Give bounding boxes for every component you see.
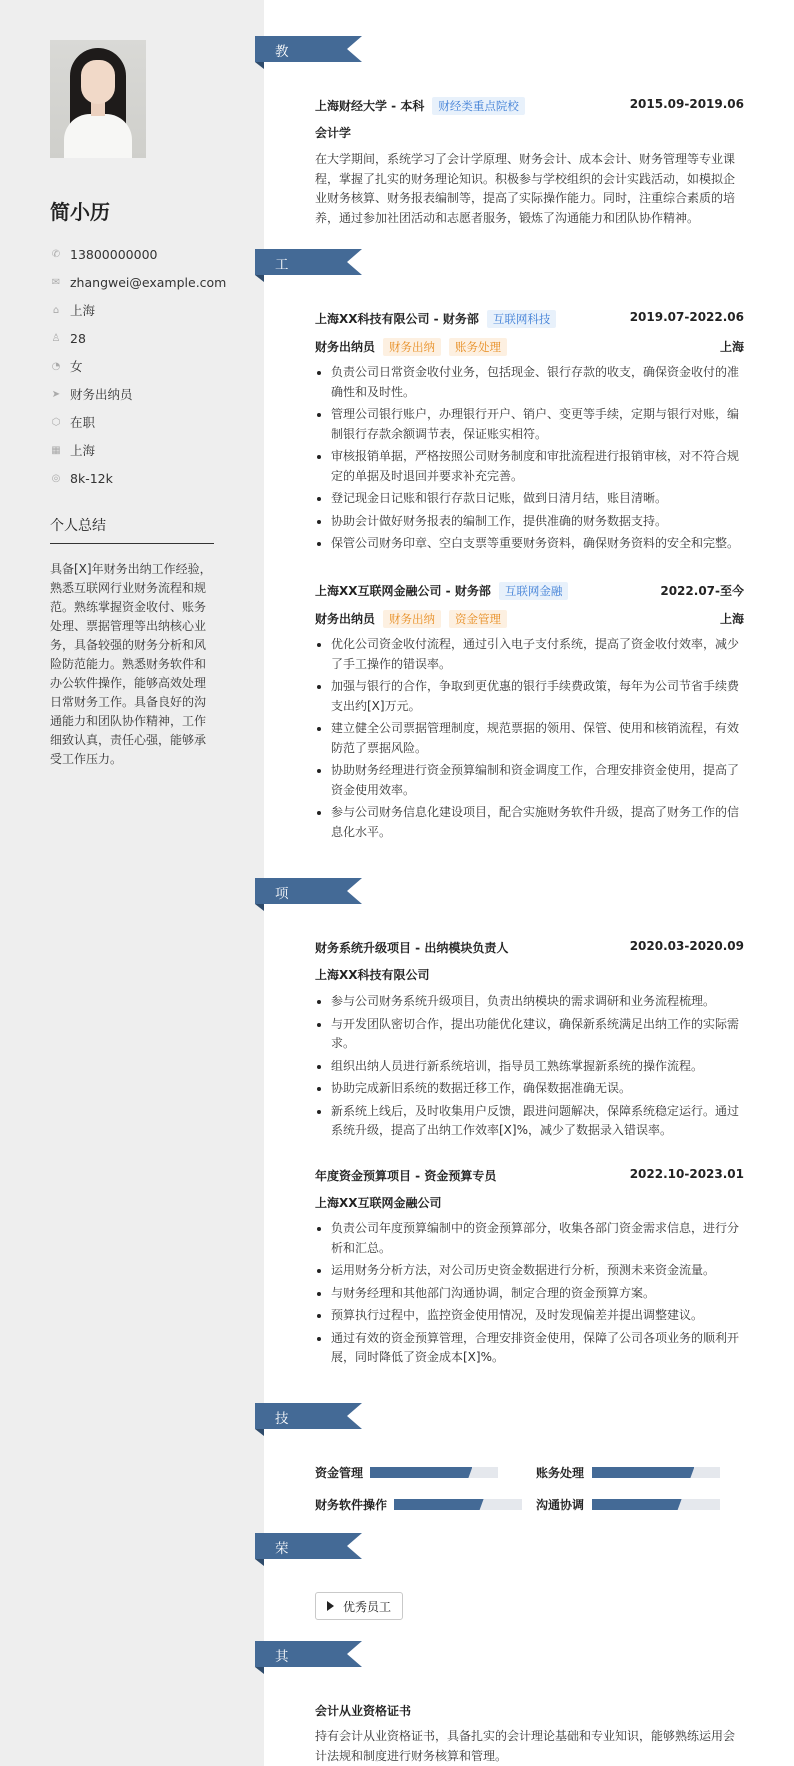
info-row-phone: ✆ 13800000000 [51,246,158,262]
skill-bar-fill [394,1499,484,1510]
salary-icon: ◎ [51,472,61,484]
info-row-status: ⬡ 在职 [51,415,96,430]
skill-label: 财务软件操作 [315,1498,388,1512]
project-date: 2022.10-2023.01 [629,1167,744,1181]
play-icon [327,1601,334,1611]
award-badge[interactable] [315,1592,403,1620]
list-item: 建立健全公司票据管理制度，规范票据的领用、保管、使用和核销流程，有效防范了票据风险。 [315,719,745,758]
education-school: 上海财经大学 - 本科 财经类重点院校 [315,97,525,115]
list-item: 组织出纳人员进行新系统培训，指导员工熟练掌握新系统的操作流程。 [315,1057,745,1077]
skill-bar [370,1467,498,1478]
list-item: 与开发团队密切合作，提出功能优化建议，确保新系统满足出纳工作的实际需求。 [315,1015,745,1054]
list-item: 运用财务分析方法，对公司历史资金数据进行分析，预测未来资金流量。 [315,1261,745,1281]
section-title: 技能专长 [275,1411,289,1487]
certificate-description: 持有会计从业资格证书，具备扎实的会计理论基础和专业知识，能够熟练运用会计法规和制度进行财务核算和管理。 [315,1729,736,1763]
work-duties [315,635,745,845]
sidebar [0,0,264,1766]
section-title: 项目经历 [275,886,289,962]
skill-label: 沟通协调 [536,1498,585,1512]
phone-icon: ✆ [51,248,61,260]
list-item: 加强与银行的合作，争取到更优惠的银行手续费政策，每年为公司节省手续费支出约[X]万元。 [315,677,745,716]
gender-icon: ◔ [51,360,61,372]
list-item: 参与公司财务信息化建设项目，配合实施财务软件升级，提高了财务工作的信息化水平。 [315,803,745,842]
project-date: 2020.03-2020.09 [629,939,744,953]
skill-bar [592,1499,720,1510]
work-skill-tag: 资金管理 [449,610,507,628]
list-item: 协助完成新旧系统的数据迁移工作，确保数据准确无误。 [315,1079,745,1099]
job-intent-icon: ➤ [51,388,61,400]
certificate-title: 会计从业资格证书 [315,1704,412,1718]
education-description: 在大学期间，系统学习了会计学原理、财务会计、成本会计、财务管理等专业课程，掌握了扎实的财务理论知识。积极参与学校组织的会计实践活动，如模拟企业财务核算、财务报表编制等，提高了实际操作能力。同时，注重综合素质的培养，通过参加社团活动和志愿者服务，锻炼了沟通能力和团队协作精神。 [315,152,736,225]
work-skill-tag: 财务出纳 [383,338,441,356]
info-row-email: ✉ zhangwei@example.com [51,274,227,290]
info-row-gender: ◔ 女 [51,359,83,374]
list-item: 优化公司资金收付流程，通过引入电子支付系统，提高了资金收付效率，减少了手工操作的错误率。 [315,635,745,674]
info-row-salary: ◎ 8k-12k [51,470,113,486]
list-item: 预算执行过程中，监控资金使用情况，及时发现偏差并提出调整建议。 [315,1306,745,1326]
education-major: 会计学 [315,126,352,140]
home-icon: ⌂ [52,304,60,316]
city-icon: ▦ [51,444,61,456]
education-tag: 财经类重点院校 [432,97,525,115]
work-industry-tag: 互联网金融 [499,582,569,600]
work-skill-tag: 财务出纳 [383,610,441,628]
list-item: 通过有效的资金预算管理，合理安排资金使用，保障了公司各项业务的顺利开展，同时降低了资金成本[X]%。 [315,1329,745,1368]
section-title: 其他信息 [275,1649,289,1725]
list-item: 协助会计做好财务报表的编制工作，提供准确的财务数据支持。 [315,512,745,532]
work-city: 上海 [719,340,744,354]
email-icon: ✉ [51,276,61,288]
info-row-city: ▦ 上海 [51,443,96,458]
skill-label: 资金管理 [315,1466,364,1480]
skill-label: 账务处理 [536,1466,585,1480]
project-company: 上海XX科技有限公司 [315,968,430,982]
education-date: 2015.09-2019.06 [629,97,744,111]
list-item: 管理公司银行账户，办理银行开户、销户、变更等手续，定期与银行对账，编制银行存款余额调节表，保证账实相符。 [315,405,745,444]
project-duties [315,992,745,1144]
skill-bar [592,1467,720,1478]
list-item: 参与公司财务系统升级项目，负责出纳模块的需求调研和业务流程梳理。 [315,992,745,1012]
list-item: 负责公司日常资金收付业务，包括现金、银行存款的收支，确保资金收付的准确性和及时性。 [315,363,745,402]
profile-photo [50,40,146,158]
list-item: 保管公司财务印章、空白支票等重要财务资料，确保财务资料的安全和完整。 [315,534,745,554]
summary-text: 具备[X]年财务出纳工作经验，熟悉互联网行业财务流程和规范。熟练掌握资金收付、账务处理、票据管理等出纳核心业务，具备较强的财务分析和风险防范能力。熟悉财务软件和办公软件操作，能够高效处理日常财务工作。具备良好的沟通能力和团队协作精神，工作细致认真，责任心强，能够承受工作压力。 [50,562,212,766]
age-icon: ♙ [51,332,61,344]
contact-info [50,240,226,492]
candidate-name: 简小历 [50,200,110,224]
list-item: 协助财务经理进行资金预算编制和资金调度工作，合理安排资金使用，提高了资金使用效率。 [315,761,745,800]
work-company: 上海XX科技有限公司 - 财务部 互联网科技 [315,310,556,328]
info-row-hometown: ⌂ 上海 [50,296,226,324]
work-duties [315,363,745,557]
summary-divider [50,543,214,544]
project-company: 上海XX互联网金融公司 [315,1196,442,1210]
info-row-job-intent: ➤ 财务出纳员 [51,387,133,402]
project-name: 年度资金预算项目 - 资金预算专员 [315,1169,497,1183]
project-duties [315,1219,745,1371]
project-name: 财务系统升级项目 - 出纳模块负责人 [315,941,509,955]
section-title: 工作经历 [275,257,289,333]
work-role: 财务出纳员 财务出纳 资金管理 [315,610,507,628]
list-item: 负责公司年度预算编制中的资金预算部分，收集各部门资金需求信息，进行分析和汇总。 [315,1219,745,1258]
work-date: 2019.07-2022.06 [629,310,744,324]
work-skill-tag: 账务处理 [449,338,507,356]
list-item: 新系统上线后，及时收集用户反馈，跟进问题解决，保障系统稳定运行。通过系统升级，提高了出纳工作效率[X]%，减少了数据录入错误率。 [315,1102,745,1141]
list-item: 登记现金日记账和银行存款日记账，做到日清月结，账目清晰。 [315,489,745,509]
info-row-age: ♙ 28 [51,330,86,346]
work-company: 上海XX互联网金融公司 - 财务部 互联网金融 [315,582,568,600]
work-date: 2022.07-至今 [660,584,744,598]
list-item: 审核报销单据，严格按照公司财务制度和审批流程进行报销审核，对不符合规定的单据及时退回并要求补充完善。 [315,447,745,486]
skill-bar-fill [370,1467,472,1478]
section-title: 教育经历 [275,44,289,120]
skill-bar [394,1499,522,1510]
skill-bar-fill [592,1499,682,1510]
work-industry-tag: 互联网科技 [487,310,557,328]
status-icon: ⬡ [51,416,61,428]
work-city: 上海 [719,612,744,626]
section-title: 荣誉奖项 [275,1541,289,1617]
summary-title: 个人总结 [50,518,106,534]
award-label: 优秀员工 [343,1599,392,1614]
skill-bar-fill [592,1467,694,1478]
list-item: 与财务经理和其他部门沟通协调，制定合理的资金预算方案。 [315,1284,745,1304]
work-role: 财务出纳员 财务出纳 账务处理 [315,338,507,356]
